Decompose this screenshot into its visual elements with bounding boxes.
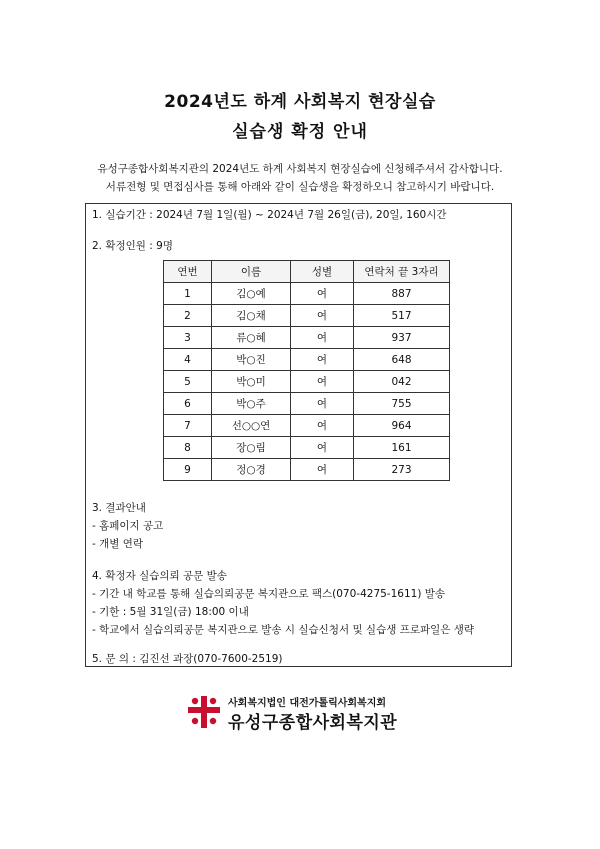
table-cell: 9 — [164, 459, 212, 481]
table-cell: 김○채 — [212, 305, 291, 327]
table-cell: 정○경 — [212, 459, 291, 481]
column-header: 연번 — [164, 261, 212, 283]
table-cell: 648 — [354, 349, 450, 371]
table-cell: 류○혜 — [212, 327, 291, 349]
table-row — [164, 415, 450, 437]
table-cell: 여 — [291, 371, 354, 393]
practice-period: 1. 실습기간 : 2024년 7월 1일(월) ~ 2024년 7월 26일(금), 20일, 160시간 — [92, 209, 447, 221]
request-item: - 기간 내 학교를 통해 실습의뢰공문 복지관으로 팩스(070-4275-1611) 발송 — [92, 588, 446, 600]
table-row — [164, 437, 450, 459]
table-cell: 선○○연 — [212, 415, 291, 437]
student-roster-table — [163, 260, 450, 481]
document-subtitle: 실습생 확정 안내 — [232, 122, 368, 142]
table-cell: 김○예 — [212, 283, 291, 305]
intro-line: 유성구종합사회복지관의 2024년도 하계 사회복지 현장실습에 신청해주셔서 감사합니다. — [97, 163, 503, 175]
table-row — [164, 393, 450, 415]
table-cell: 4 — [164, 349, 212, 371]
request-item: - 기한 : 5월 31일(금) 18:00 이내 — [92, 606, 249, 618]
results-heading: 3. 결과안내 — [92, 502, 146, 514]
table-row — [164, 349, 450, 371]
table-row — [164, 459, 450, 481]
table-row — [164, 283, 450, 305]
table-cell: 1 — [164, 283, 212, 305]
table-cell: 여 — [291, 459, 354, 481]
table-cell: 2 — [164, 305, 212, 327]
table-cell: 3 — [164, 327, 212, 349]
table-cell: 755 — [354, 393, 450, 415]
column-header: 이름 — [212, 261, 291, 283]
table-cell: 5 — [164, 371, 212, 393]
cross-emblem-icon — [186, 694, 222, 730]
logo-name: 유성구종합사회복지관 — [228, 713, 398, 733]
table-cell: 여 — [291, 437, 354, 459]
table-cell: 6 — [164, 393, 212, 415]
intro-line: 서류전형 및 면접심사를 통해 아래와 같이 실습생을 확정하오니 참고하시기 바랍니다. — [105, 181, 495, 193]
table-cell: 여 — [291, 305, 354, 327]
table-cell: 여 — [291, 349, 354, 371]
table-cell: 박○미 — [212, 371, 291, 393]
logo-subtitle: 사회복지법인 대전가톨릭사회복지회 — [228, 698, 387, 709]
results-item: - 홈페이지 공고 — [92, 520, 164, 532]
request-heading: 4. 확정자 실습의뢰 공문 발송 — [92, 570, 227, 582]
contact-info: 5. 문 의 : 김진선 과장(070-7600-2519) — [92, 653, 283, 665]
table-cell: 여 — [291, 415, 354, 437]
table-row — [164, 305, 450, 327]
table-cell: 박○진 — [212, 349, 291, 371]
table-cell: 장○림 — [212, 437, 291, 459]
table-cell: 여 — [291, 283, 354, 305]
table-row — [164, 327, 450, 349]
table-cell: 7 — [164, 415, 212, 437]
table-cell: 042 — [354, 371, 450, 393]
organization-logo — [186, 692, 426, 736]
column-header: 연락처 끝 3자리 — [354, 261, 450, 283]
table-cell: 박○주 — [212, 393, 291, 415]
intro-paragraph — [0, 160, 600, 196]
table-cell: 273 — [354, 459, 450, 481]
request-item: - 학교에서 실습의뢰공문 복지관으로 발송 시 실습신청서 및 실습생 프로파일은 생략 — [92, 624, 475, 636]
column-header: 성별 — [291, 261, 354, 283]
confirmed-count: 2. 확정인원 : 9명 — [92, 240, 173, 252]
table-header-row — [164, 261, 450, 283]
table-cell: 여 — [291, 393, 354, 415]
table-cell: 161 — [354, 437, 450, 459]
table-row — [164, 371, 450, 393]
table-cell: 8 — [164, 437, 212, 459]
table-cell: 964 — [354, 415, 450, 437]
table-cell: 887 — [354, 283, 450, 305]
table-cell: 517 — [354, 305, 450, 327]
document-title: 2024년도 하계 사회복지 현장실습 — [164, 92, 436, 112]
table-cell: 여 — [291, 327, 354, 349]
table-cell: 937 — [354, 327, 450, 349]
results-item: - 개별 연락 — [92, 538, 144, 550]
